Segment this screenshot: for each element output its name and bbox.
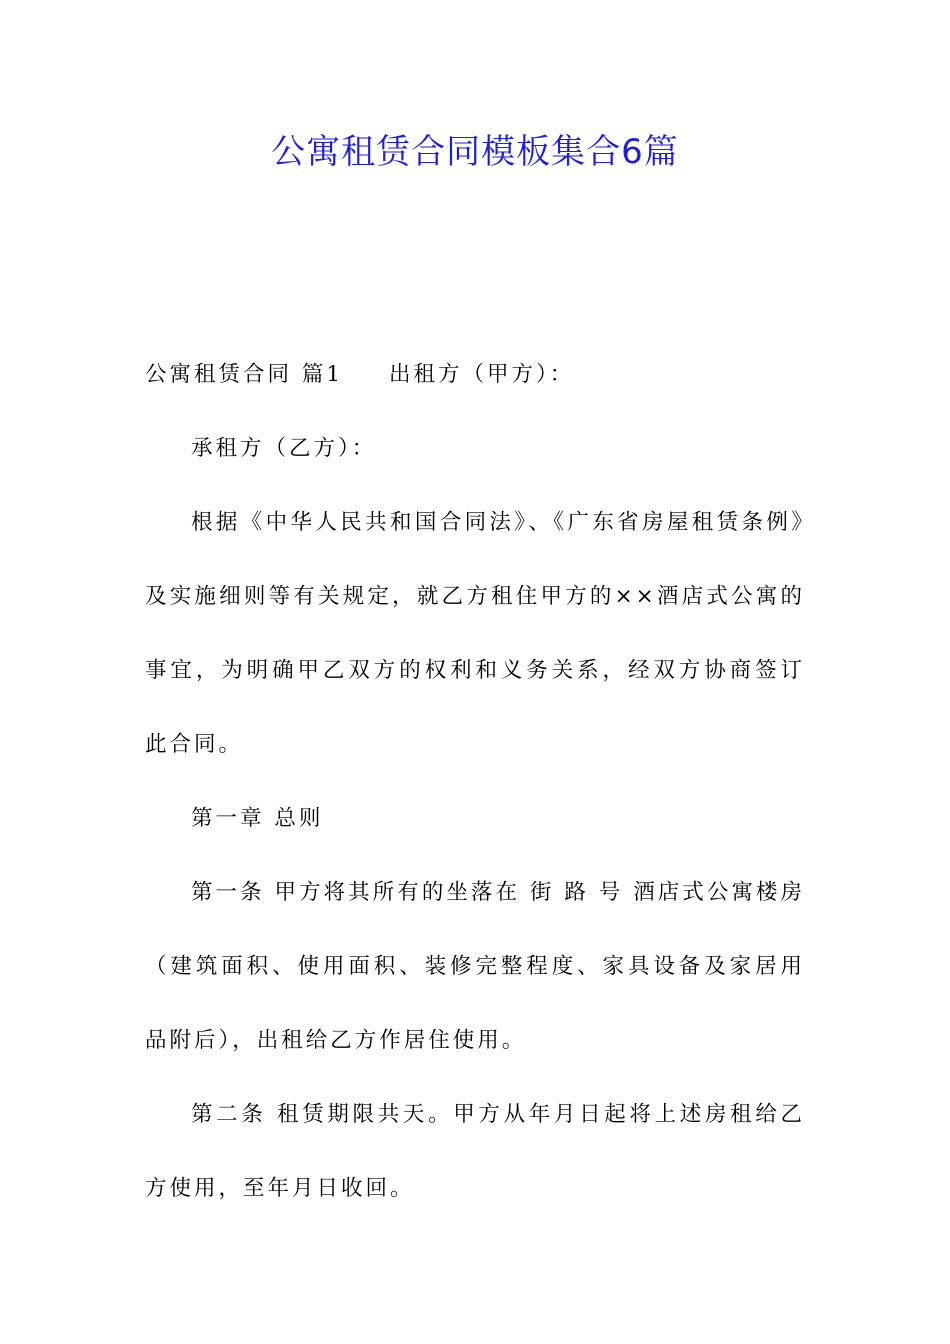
- preamble-paragraph: 根据《中华人民共和国合同法》、《广东省房屋租赁条例》及实施细则等有关规定，就乙方租住甲方的××酒店式公寓的事宜，为明确甲乙双方的权利和义务关系，经双方协商签订此合同。: [145, 510, 805, 757]
- first-line: [145, 338, 805, 412]
- article-2-paragraph: 第二条 租赁期限共天。甲方从年月日起将上述房租给乙方使用，至年月日收回。: [145, 1102, 805, 1201]
- article-1-paragraph: 第一条 甲方将其所有的坐落在 街 路 号 酒店式公寓楼房（建筑面积、使用面积、装修完整程度、家具设备及家居用品附后），出租给乙方作居住使用。: [145, 880, 805, 1053]
- lessor-label: 出租方（甲方）：: [389, 362, 575, 387]
- contract-heading: 公寓租赁合同 篇1: [145, 362, 344, 387]
- chapter-heading: 第一章 总则: [191, 806, 324, 831]
- document-title: 公寓租赁合同模板集合6篇: [271, 132, 679, 172]
- document-body: [145, 338, 805, 1226]
- lessee-label: 承租方（乙方）：: [191, 436, 377, 461]
